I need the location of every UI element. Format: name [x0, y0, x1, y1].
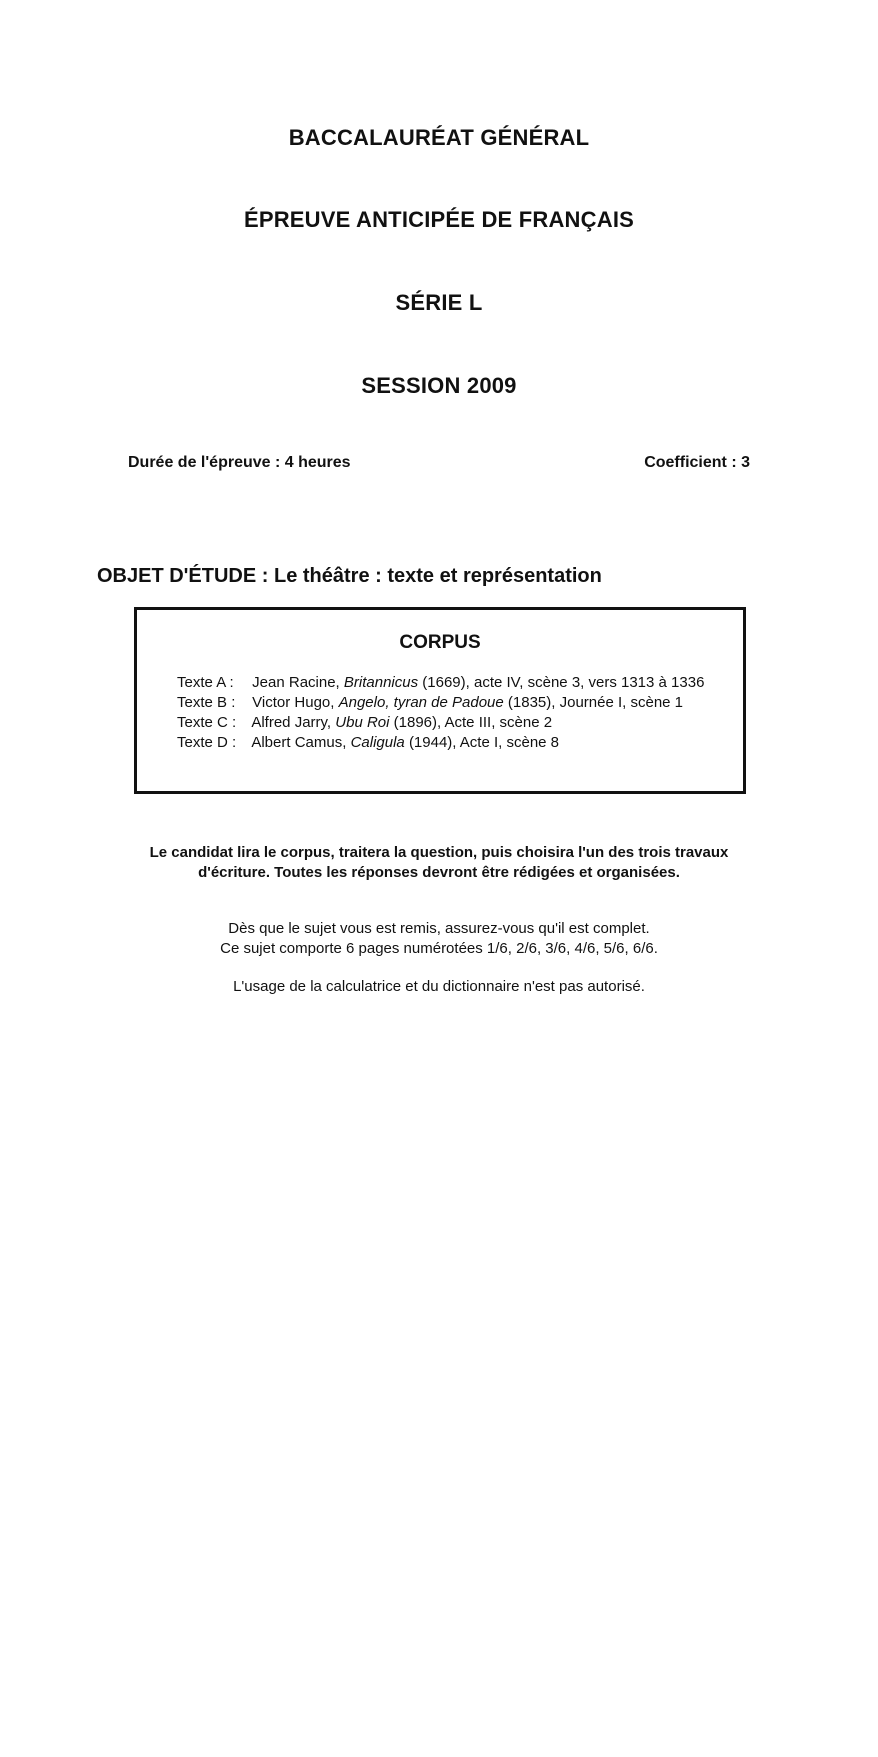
notice-block [0, 919, 878, 959]
study-object-heading: OBJET D'ÉTUDE : Le théâtre : texte et représentation [97, 565, 602, 587]
notice-line: Dès que le sujet vous est remis, assurez-vous qu'il est complet. [228, 920, 650, 937]
corpus-title: CORPUS [399, 632, 481, 653]
corpus-item [177, 673, 704, 693]
corpus-list [177, 673, 704, 753]
corpus-item-author: Alfred Jarry, [251, 714, 332, 731]
corpus-item [177, 693, 704, 713]
corpus-item-work: Britannicus [343, 674, 419, 691]
exam-coefficient: Coefficient : 3 [644, 454, 750, 471]
corpus-item-details: (1944), Acte I, scène 8 [408, 734, 560, 751]
instructions-line: Le candidat lira le corpus, traitera la question, puis choisira l'un des trois travaux [149, 844, 729, 861]
corpus-item-label: Texte B : [177, 694, 236, 711]
corpus-item-label: Texte A : [177, 674, 234, 691]
corpus-item-work: Angelo, tyran de Padoue [338, 694, 504, 711]
corpus-item-work: Ubu Roi [335, 714, 390, 731]
corpus-item-details: (1669), acte IV, scène 3, vers 1313 à 1336 [422, 674, 705, 691]
corpus-item [177, 713, 704, 733]
corpus-box [134, 607, 746, 794]
corpus-item-work: Caligula [350, 734, 405, 751]
calculator-notice: L'usage de la calculatrice et du dictionnaire n'est pas autorisé. [233, 978, 645, 995]
exam-subtitle: ÉPREUVE ANTICIPÉE DE FRANÇAIS [243, 207, 635, 232]
instructions-line: d'écriture. Toutes les réponses devront être rédigées et organisées. [198, 864, 680, 881]
exam-series: SÉRIE L [395, 290, 483, 315]
corpus-item [177, 733, 704, 753]
exam-title: BACCALAURÉAT GÉNÉRAL [288, 125, 590, 150]
instructions-block [0, 843, 878, 883]
corpus-item-author: Albert Camus, [251, 734, 347, 751]
corpus-item-label: Texte D : [177, 734, 237, 751]
notice-line: Ce sujet comporte 6 pages numérotées 1/6, 2/6, 3/6, 4/6, 5/6, 6/6. [220, 940, 658, 957]
exam-duration: Durée de l'épreuve : 4 heures [128, 454, 351, 471]
corpus-item-label: Texte C : [177, 714, 237, 731]
corpus-item-details: (1896), Acte III, scène 2 [393, 714, 553, 731]
corpus-item-details: (1835), Journée I, scène 1 [507, 694, 684, 711]
corpus-item-author: Jean Racine, [252, 674, 340, 691]
corpus-item-author: Victor Hugo, [252, 694, 335, 711]
exam-session: SESSION 2009 [361, 373, 517, 398]
